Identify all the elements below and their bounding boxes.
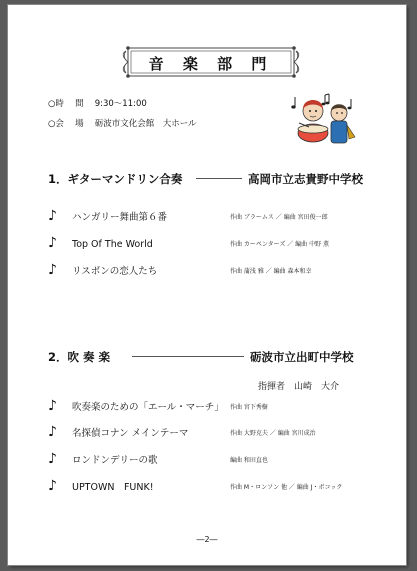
info-time-value: 9:30～11:00 <box>94 99 147 109</box>
piece-title: ハンガリー舞曲第６番 <box>72 212 168 223</box>
info-venue-value: 砺波市文化会館 大ホール <box>94 119 197 129</box>
piece-title: リスボンの恋人たち <box>72 266 158 277</box>
piece-2-1-credit: 作曲 宮下秀樹 <box>230 404 268 411</box>
music-note-icon: ♪ <box>48 451 57 467</box>
music-note-icon: ♪ <box>48 208 57 224</box>
piece-1-2-credit: 作曲 カーペンターズ ／ 編曲 中野 薫 <box>230 241 329 248</box>
piece-1-1-credit: 作曲 ブラームス ／ 編曲 宮田俊一郎 <box>230 214 328 221</box>
music-note-icon: ♪ <box>48 398 57 414</box>
program-page <box>8 5 406 565</box>
section-2-divider <box>132 356 244 357</box>
piece-title: 吹奏楽のための「エール・マーチ」 <box>72 402 224 413</box>
piece-1-3-credit: 作曲 蒲浅 雅 ／ 編曲 森本和幸 <box>230 268 312 275</box>
info-venue <box>48 117 197 129</box>
music-note-icon: ♪ <box>48 262 57 278</box>
piece-2-3-credit: 編曲 和田直也 <box>230 457 268 464</box>
section-2-heading: 2．吹 奏 楽 <box>48 350 111 364</box>
piece-title: ロンドンデリーの歌 <box>72 455 158 466</box>
piece-2-2-credit: 作曲 大野克夫 ／ 編曲 宮川成治 <box>230 430 316 437</box>
piece-2-4-credit: 作曲 M・ロンソン 他 ／ 編曲 J・ボコック <box>230 484 343 491</box>
title-frame <box>120 45 302 79</box>
music-note-icon: ♪ <box>48 478 57 494</box>
musicians-illustration-icon <box>289 91 359 151</box>
section-2-conductor: 指揮者 山崎 大介 <box>258 382 340 392</box>
section-1-school: 高岡市立志貴野中学校 <box>248 172 363 186</box>
info-time <box>48 97 147 109</box>
music-note-icon: ♪ <box>48 424 57 440</box>
section-2-school: 砺波市立出町中学校 <box>250 350 354 364</box>
page-number: ―2― <box>196 535 218 544</box>
info-venue-label: ○会 場 <box>48 119 84 129</box>
piece-title: 名探偵コナン メインテーマ <box>72 428 189 439</box>
info-time-label: ○時 間 <box>48 99 84 109</box>
section-1-heading: 1．ギターマンドリン合奏 <box>48 172 183 186</box>
section-1-divider <box>196 178 242 179</box>
page-title: 音 楽 部 門 <box>148 55 274 73</box>
piece-title: Top Of The World <box>72 239 153 250</box>
piece-title: UPTOWN FUNK! <box>72 482 154 493</box>
music-note-icon: ♪ <box>48 235 57 251</box>
